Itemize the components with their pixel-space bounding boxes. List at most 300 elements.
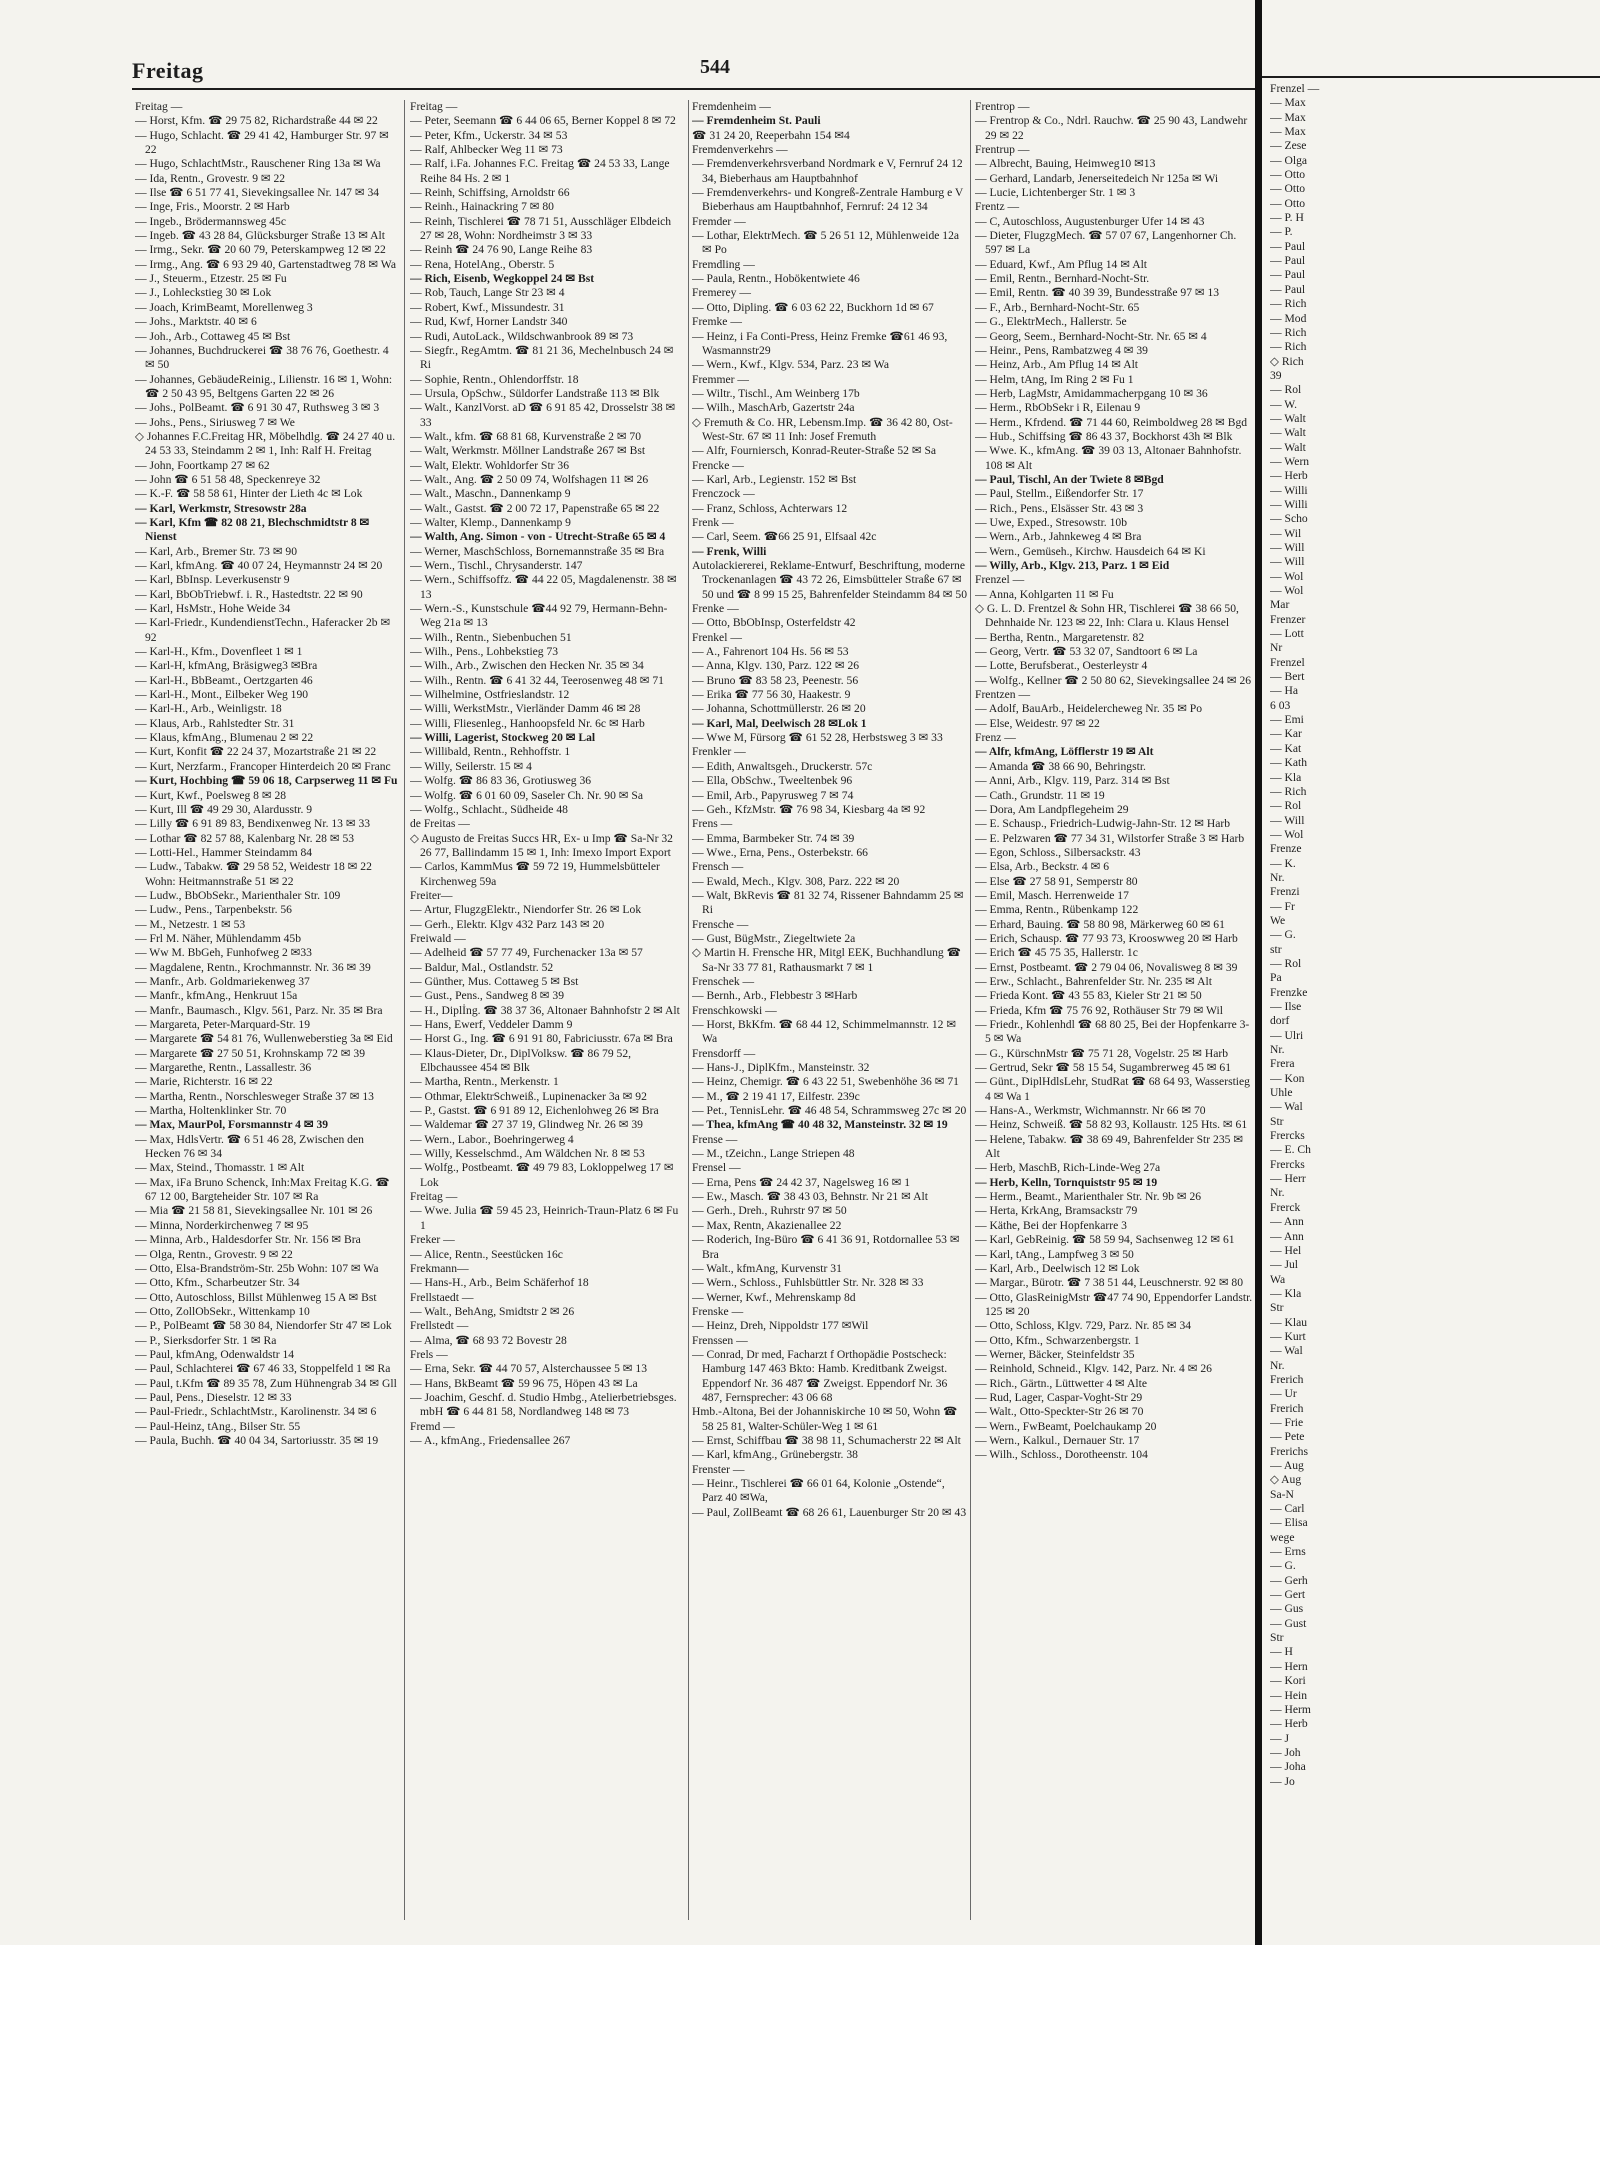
directory-entry: Fremdenverkehrs — [692, 143, 788, 157]
directory-entry: — Klaus, kfmAng., Blumenau 2 ✉ 22 [135, 731, 314, 745]
directory-entry: Frerck [1270, 1200, 1301, 1214]
directory-entry: — Otto [1270, 168, 1306, 182]
directory-entry: — Frieda, Kfm ☎ 75 76 92, Rothäuser Str 79 ✉ Wil [975, 1003, 1223, 1017]
directory-entry: — H., Diplİng. ☎ 38 37 36, Altonaer Bahnhofstr 2 ✉ Alt [410, 1003, 680, 1017]
directory-entry: — Karl, Arb., Legienstr. 152 ✉ Bst [692, 472, 857, 486]
directory-entry: — Martha, Rentn., Norschlesweger Straße 37 ✉ 13 [135, 1089, 374, 1103]
directory-entry: — Manfr., Arb. Goldmariekenweg 37 [135, 974, 310, 988]
directory-entry: — Wwe., Erna, Pens., Osterbekstr. 66 [692, 845, 868, 859]
directory-entry: — Walt., BehAng, Smidtstr 2 ✉ 26 [410, 1304, 575, 1318]
directory-entry: — Rich., Pens., Elsässer Str. 43 ✉ 3 [975, 501, 1144, 515]
directory-entry: — Manfr., kfmAng., Henkruut 15a [135, 989, 298, 1003]
directory-entry: — Max, Rentn, Akazienallee 22 [692, 1218, 842, 1232]
directory-entry: — Margarethe, Rentn., Lassallestr. 36 [135, 1061, 312, 1075]
directory-entry: — Georg, Seem., Bernhard-Nocht-Str. Nr. 65 ✉ 4 [975, 329, 1207, 343]
directory-entry: — H [1270, 1645, 1293, 1659]
directory-entry: — Irmg., Ang. ☎ 6 93 29 40, Gartenstadtweg 78 ✉ Wa [135, 257, 396, 271]
directory-entry: — Franz, Schloss, Achterwars 12 [692, 501, 848, 515]
directory-entry: — Wern., Schloss., Fuhlsbüttler Str. Nr. 328 ✉ 33 [692, 1276, 924, 1290]
directory-entry: — Joh [1270, 1745, 1301, 1759]
directory-entry: — Othmar, ElektrSchweiß., Lupinenacker 3a ✉ 92 [410, 1089, 647, 1103]
directory-entry: — Otto, Schloss, Klgv. 729, Parz. Nr. 85 ✉ 34 [975, 1319, 1192, 1333]
directory-entry: — Magdalene, Rentn., Krochmannstr. Nr. 36 ✉ 39 [135, 960, 371, 974]
directory-entry: — Wal [1270, 1344, 1303, 1358]
directory-entry: — Fremdenheim St. Pauli [692, 114, 821, 128]
directory-entry: — Hein [1270, 1688, 1308, 1702]
directory-entry: — Margarete ☎ 54 81 76, Wullenweberstieg 3a ✉ Eid [135, 1032, 393, 1046]
directory-entry: ◇ Aug [1270, 1473, 1302, 1487]
directory-entry: — Sophie, Rentn., Ohlendorffstr. 18 [410, 372, 579, 386]
directory-entry: wege [1270, 1530, 1295, 1544]
directory-entry: — Karl-H., Mont., Eilbeker Weg 190 [135, 688, 309, 702]
directory-entry: — Karl, Arb., Bremer Str. 73 ✉ 90 [135, 544, 298, 558]
directory-entry: — Paul, Tischl, An der Twiete 8 ✉Bgd [975, 472, 1164, 486]
directory-entry: — Paul [1270, 282, 1306, 296]
directory-entry: — Will [1270, 541, 1305, 554]
directory-entry: — Ella, ObSchw., Tweeltenbek 96 [692, 774, 853, 788]
directory-entry: — Walt., Gastst. ☎ 2 00 72 17, Papenstraße 65 ✉ 22 [410, 501, 660, 515]
directory-entry: — Wwe M, Fürsorg ☎ 61 52 28, Herbstsweg 3 ✉ 33 [692, 731, 943, 745]
directory-entry: — Wolfg. ☎ 86 83 36, Grotiusweg 36 [410, 774, 592, 788]
directory-entry: — Otto, ZollObSekr., Wittenkamp 10 [135, 1304, 310, 1318]
directory-entry: Freitag — [135, 100, 183, 113]
directory-entry: — Walt, Werkmstr. Möllner Landstraße 267 ✉ Bst [410, 444, 646, 458]
directory-entry: — Erna, Sekr. ☎ 44 70 57, Alsterchaussee 5 ✉ 13 [410, 1362, 647, 1376]
directory-entry: — Waldemar ☎ 27 37 19, Glindweg Nr. 26 ✉ 39 [410, 1118, 643, 1132]
directory-entry: — Reinhold, Schneid., Klgv. 142, Parz. Nr. 4 ✉ 26 [975, 1362, 1212, 1376]
directory-entry: — Heinz, Dreh, Nippoldstr 177 ✉Wil [692, 1319, 869, 1333]
directory-entry: — Max [1270, 110, 1306, 124]
directory-entry: — Wilh., Rentn., Siebenbuchen 51 [410, 630, 572, 644]
directory-entry: — Bernh., Arb., Flebbestr 3 ✉Harb [692, 989, 858, 1003]
directory-entry: — Martha, Holtenklinker Str. 70 [135, 1104, 287, 1118]
directory-entry: — Wol [1270, 827, 1304, 841]
directory-entry: — Kath [1270, 756, 1308, 770]
column-4 [975, 100, 1253, 1930]
directory-entry: — Johs., PolBeamt. ☎ 6 91 30 47, Ruthsweg 3 ✉ 3 [135, 401, 380, 415]
directory-entry: — W. [1270, 397, 1298, 411]
directory-entry: — Emma, Barmbeker Str. 74 ✉ 39 [692, 831, 855, 845]
directory-entry: — Bruno ☎ 83 58 23, Peenestr. 56 [692, 673, 859, 687]
directory-entry: — Reinh, Schiffsing, Arnoldstr 66 [410, 186, 570, 200]
directory-entry: — Kurt, Kwf., Poelsweg 8 ✉ 28 [135, 788, 287, 802]
directory-entry: — Kurt, Hochbing ☎ 59 06 18, Carpserweg 11 ✉ Fu [135, 774, 398, 788]
directory-entry: — Gert [1270, 1588, 1306, 1602]
directory-entry: — Willi, WerkstMstr., Vierländer Damm 46 ✉ 28 [410, 702, 641, 716]
directory-entry: Frellstaedt — [410, 1290, 474, 1304]
directory-entry: — Heinz, Arb., Am Pflug 14 ✉ Alt [975, 358, 1139, 372]
directory-entry: — Erich ☎ 45 75 35, Hallerstr. 1c [975, 946, 1138, 960]
directory-entry: Freiter— [410, 888, 453, 902]
directory-entry: — Johs., Marktstr. 40 ✉ 6 [135, 315, 257, 329]
directory-entry: — Wern [1270, 454, 1310, 468]
directory-entry: Hmb.-Altona, Bei der Johanniskirche 10 ✉ 50, Wohn ☎ 58 25 81, Walter-Schüler-Weg 1 ✉ 61 [692, 1405, 958, 1433]
directory-entry: — Karl, tAng., Lampfweg 3 ✉ 50 [975, 1247, 1134, 1261]
directory-entry: — Ann [1270, 1229, 1304, 1243]
directory-entry: — Klaus-Dieter, Dr., DiplVolksw. ☎ 86 79 52, Elbchaussee 454 ✉ Blk [410, 1046, 632, 1075]
directory-entry: Frenzel — [1270, 82, 1320, 95]
directory-entry: — Frl M. Näher, Mühlendamm 45b [135, 931, 302, 945]
directory-entry: — Anni, Arb., Klgv. 119, Parz. 314 ✉ Bst [975, 774, 1170, 788]
directory-entry: — Gust [1270, 1616, 1307, 1630]
directory-entry: — Ew., Masch. ☎ 38 43 03, Behnstr. Nr 21 ✉ Alt [692, 1190, 928, 1204]
directory-entry: — Joach, KrimBeamt, Morellenweg 3 [135, 300, 313, 314]
directory-entry: — Paula, Rentn., Hobökentwiete 46 [692, 272, 860, 286]
directory-entry: Frenze [1270, 842, 1302, 856]
directory-entry: Frentrup — [975, 143, 1030, 157]
directory-entry: — G., ElektrMech., Hallerstr. 5e [975, 315, 1127, 329]
header-rule [132, 88, 1255, 90]
directory-entry: — Inge, Fris., Moorstr. 2 ✉ Harb [135, 200, 290, 214]
directory-entry: — Otto, Kfm., Schwarzenbergstr. 1 [975, 1333, 1140, 1347]
directory-entry: — Elsa, Arb., Beckstr. 4 ✉ 6 [975, 860, 1110, 874]
directory-entry: — Anna, Kohlgarten 11 ✉ Fu [975, 587, 1114, 601]
directory-entry: — Wolfg., Kellner ☎ 2 50 80 62, Sievekingsallee 24 ✉ 26 [975, 673, 1252, 687]
directory-entry: — Ann [1270, 1215, 1304, 1229]
directory-entry: — Ingeb. ☎ 43 28 84, Glücksburger Straße 13 ✉ Alt [135, 229, 385, 243]
directory-entry: — Wol [1270, 584, 1304, 598]
directory-entry: Frensch — [692, 860, 744, 874]
directory-entry: — Ilse [1270, 1000, 1302, 1013]
directory-entry: Frenzke [1270, 985, 1308, 999]
directory-entry: — Siegfr., RegAmtm. ☎ 81 21 36, Mechelnbusch 24 ✉ Ri [410, 343, 674, 372]
directory-entry: — Lotte, Berufsberat., Oesterleystr 4 [975, 659, 1148, 673]
directory-entry: — Cath., Grundstr. 11 ✉ 19 [975, 788, 1105, 802]
directory-entry: — Roderich, Ing-Büro ☎ 6 41 36 91, Rotdornallee 53 ✉ Bra [692, 1233, 960, 1261]
directory-entry: — A., Fahrenort 104 Hs. 56 ✉ 53 [692, 645, 849, 659]
directory-entry: Nr. [1270, 1043, 1285, 1057]
directory-entry: — Paul, Stellm., Eißendorfer Str. 17 [975, 487, 1144, 501]
directory-entry: — A., kfmAng., Friedensallee 267 [410, 1433, 571, 1447]
directory-entry: — Wilh., MaschArb, Gazertstr 24a [692, 401, 855, 415]
directory-entry: — Mia ☎ 21 58 81, Sievekingsallee Nr. 101 ✉ 26 [135, 1204, 373, 1218]
directory-entry: — Otto [1270, 182, 1306, 196]
directory-entry: dorf [1270, 1014, 1290, 1028]
directory-entry: — Hub., Schiffsing ☎ 86 43 37, Bockhorst 43h ✉ Blk [975, 429, 1233, 443]
directory-entry: — Artur, FlugzgElektr., Niendorfer Str. 26 ✉ Lok [410, 903, 642, 917]
directory-entry: — Robert, Kwf., Missundestr. 31 [410, 300, 565, 314]
directory-entry: — Hel [1270, 1243, 1302, 1257]
directory-entry: — Heinz, Chemigr. ☎ 6 43 22 51, Swebenhöhe 36 ✉ 71 [692, 1075, 959, 1089]
directory-entry: — Herm [1270, 1702, 1311, 1716]
directory-entry: — Wil [1270, 526, 1302, 540]
directory-entry: — Max, HdlsVertr. ☎ 6 51 46 28, Zwischen den Hecken 76 ✉ 34 [135, 1132, 364, 1161]
directory-entry: — Kurt, Nerzfarm., Francoper Hinterdeich 20 ✉ Franc [135, 759, 391, 773]
directory-entry: — Rol [1270, 956, 1302, 970]
adjacent-column [1270, 82, 1590, 1912]
directory-entry: — Georg, Vertr. ☎ 53 32 07, Sandtoort 6 ✉ La [975, 645, 1198, 659]
directory-entry: — Paul [1270, 268, 1306, 282]
directory-entry: ◇ Fremuth & Co. HR, Lebensm.Imp. ☎ 36 42 80, Ost-West-Str. 67 ✉ 11 Inh: Josef Fremuth [692, 415, 953, 443]
directory-entry: — Mod [1270, 311, 1307, 325]
directory-entry: — Conrad, Dr med, Facharzt f Orthopädie Postscheck: Hamburg 147 463 Bkto: Hamb. Kreditbank Zweigst. Eppendorf Nr. 36 487 ☎ Zweigst. Eppendorf Nr. 36 487, Fernsprecher: 43 06 68 [692, 1347, 948, 1404]
column-3 [692, 100, 967, 1930]
directory-entry: — Rich., Gärtn., Lüttwetter 4 ✉ Alte [975, 1376, 1147, 1390]
directory-entry: — Dieter, FlugzgMech. ☎ 57 07 67, Langenhorner Ch. 597 ✉ La [975, 229, 1237, 257]
directory-entry: — Ralf, Ahlbecker Weg 11 ✉ 73 [410, 143, 563, 157]
adjacent-header-rule [1262, 76, 1600, 78]
directory-entry: — Adolf, BauArb., Heidelercheweg Nr. 35 ✉ Po [975, 702, 1203, 716]
directory-entry: — Johannes, Buchdruckerei ☎ 38 76 76, Goethestr. 4 ✉ 50 [135, 343, 389, 372]
directory-entry: — Karl, BbInsp. Leverkusenstr 9 [135, 573, 290, 587]
directory-entry: Frellstedt — [410, 1319, 469, 1333]
directory-entry: — Herb, MaschB, Rich-Linde-Weg 27a [975, 1161, 1161, 1175]
directory-entry: — Herb, LagMstr, Amidammacherpgang 10 ✉ 36 [975, 386, 1208, 400]
directory-entry: — Lott [1270, 627, 1304, 641]
directory-entry: Nr. [1270, 1186, 1285, 1200]
directory-entry: — Pet., TennisLehr. ☎ 46 48 54, Schrammsweg 27c ✉ 20 [692, 1104, 967, 1118]
directory-entry: — Uwe, Exped., Stresowstr. 10b [975, 515, 1127, 529]
directory-entry: — Wolfg., Schlacht., Südheide 48 [410, 802, 568, 816]
directory-entry: — Wern., Gemüseh., Kirchw. Hausdeich 64 ✉ Ki [975, 544, 1206, 558]
directory-entry: — Ha [1270, 684, 1299, 698]
directory-entry: — M., tZeichn., Lange Striepen 48 [692, 1147, 855, 1161]
directory-entry: — F., Arb., Bernhard-Nocht-Str. 65 [975, 300, 1140, 314]
directory-entry: — Minna, Arb., Haldesdorfer Str. Nr. 156 ✉ Bra [135, 1233, 361, 1247]
directory-entry: — Wern., Schiffsoffz. ☎ 44 22 05, Magdalenenstr. 38 ✉ 13 [410, 573, 677, 601]
directory-entry: — G. [1270, 1559, 1296, 1573]
directory-entry: — Kori [1270, 1674, 1306, 1688]
directory-entry: — M., ☎ 2 19 41 17, Eilfestr. 239c [692, 1089, 860, 1103]
directory-entry: Frerich [1270, 1372, 1304, 1386]
directory-entry: — Wal [1270, 1100, 1303, 1114]
directory-entry: — Gus [1270, 1602, 1304, 1616]
directory-entry: — Klau [1270, 1315, 1308, 1329]
directory-entry: — Karl, kfmAng., Grünebergstr. 38 [692, 1448, 858, 1462]
directory-entry: — Carlos, KammMus ☎ 59 72 19, Hummelsbütteler Kirchenweg 59a [410, 860, 660, 888]
column-divider [404, 100, 405, 1920]
directory-entry: Freitag — [410, 1190, 458, 1204]
directory-entry: — P. [1270, 225, 1293, 239]
directory-entry: — Frieda Kont. ☎ 43 55 83, Kieler Str 21 ✉ 50 [975, 989, 1202, 1003]
directory-entry: — Otto, BbObInsp, Osterfeldstr 42 [692, 616, 856, 630]
directory-entry: — Rob, Tauch, Lange Str 23 ✉ 4 [410, 286, 565, 300]
directory-entry: — Günt., DiplHdlsLehr, StudRat ☎ 68 64 93, Wasserstieg 4 ✉ Wa 1 [975, 1075, 1250, 1103]
directory-entry: — Peter, Kfm., Uckerstr. 34 ✉ 53 [410, 128, 568, 142]
directory-entry: — Walth, Ang. Simon - von - Utrecht-Straße 65 ✉ 4 [410, 530, 666, 544]
directory-entry: — Paul [1270, 239, 1306, 253]
directory-entry: — P., Sierksdorfer Str. 1 ✉ Ra [135, 1333, 277, 1347]
directory-entry: — Fr [1270, 899, 1295, 913]
directory-entry: — Eduard, Kwf., Am Pflug 14 ✉ Alt [975, 257, 1148, 271]
directory-entry: — Karl-H., Kfm., Dovenfleet 1 ✉ 1 [135, 645, 303, 659]
directory-entry: — Marie, Richterstr. 16 ✉ 22 [135, 1075, 273, 1089]
directory-entry: — Wern., Kwf., Klgv. 534, Parz. 23 ✉ Wa [692, 358, 889, 372]
directory-entry: — Otto, Kfm., Scharbeutzer Str. 34 [135, 1276, 300, 1290]
directory-entry: — Paul, Pens., Dieselstr. 12 ✉ 33 [135, 1390, 292, 1404]
directory-entry: — Rud, Kwf, Horner Landstr 340 [410, 315, 568, 329]
directory-entry: Frenke — [692, 602, 739, 616]
directory-entry: — Martha, Rentn., Merkenstr. 1 [410, 1075, 559, 1089]
directory-entry: Frensdorff — [692, 1046, 756, 1060]
directory-entry: 6 03 [1270, 698, 1291, 712]
directory-entry: — Erich, Schausp. ☎ 77 93 73, Krooswweg 20 ✉ Harb [975, 931, 1238, 945]
directory-entry: — Wern., Arb., Jahnkeweg 4 ✉ Bra [975, 530, 1142, 544]
directory-entry: — Wern.-S., Kunstschule ☎44 92 79, Hermann-Behn-Weg 21a ✉ 13 [410, 602, 668, 630]
directory-entry: — Rich [1270, 340, 1307, 354]
directory-entry: str [1270, 942, 1282, 956]
directory-entry: — C, Autoschloss, Augustenburger Ufer 14 ✉ 43 [975, 214, 1205, 228]
directory-entry: — Rich [1270, 297, 1307, 311]
directory-entry: Pa [1270, 971, 1282, 985]
directory-entry: — Wolfg., Postbeamt. ☎ 49 79 83, Lokloppelweg 17 ✉ Lok [410, 1161, 674, 1189]
directory-entry: Fremd — [410, 1419, 455, 1433]
directory-entry: — M., Netzestr. 1 ✉ 53 [135, 917, 246, 931]
directory-entry: — Rich, Eisenb, Wegkoppel 24 ✉ Bst [410, 272, 595, 286]
directory-entry: — Hugo, Schlacht. ☎ 29 41 42, Hamburger Str. 97 ✉ 22 [135, 128, 389, 157]
directory-entry: — Rudi, AutoLack., Wildschwanbrook 89 ✉ 73 [410, 329, 634, 343]
directory-entry: — Elisa [1270, 1516, 1308, 1530]
directory-entry: — Reinh ☎ 24 76 90, Lange Reihe 83 [410, 243, 593, 257]
directory-entry: — Emil, Rentn. ☎ 40 39 39, Bundesstraße 97 ✉ 13 [975, 286, 1220, 300]
directory-entry: Mar [1270, 598, 1290, 612]
directory-entry: Frencke — [692, 458, 744, 472]
directory-entry: — Ewald, Mech., Klgv. 308, Parz. 222 ✉ 20 [692, 874, 900, 888]
directory-entry: — Kla [1270, 1286, 1302, 1300]
directory-entry: — Werner, Kwf., Mehrenskamp 8d [692, 1290, 856, 1304]
directory-entry: Autolackiererei, Reklame-Entwurf, Beschriftung, moderne Trockenanlagen ☎ 43 72 26, Eimsbütteler Straße 67 ✉ 50 und ☎ 8 99 15 25, Bahrenfelder Steindamm 84 ✉ 50 [692, 559, 967, 601]
directory-entry: — E. Ch [1270, 1143, 1311, 1157]
directory-entry: — Heinz, i Fa Conti-Press, Heinz Fremke ☎61 46 93, Wasmannstr29 [692, 329, 948, 357]
directory-entry: — Jo [1270, 1774, 1295, 1788]
directory-entry: — Kar [1270, 727, 1302, 741]
directory-entry: — K.-F. ☎ 58 58 61, Hinter der Lieth 4c ✉ Lok [135, 487, 363, 501]
directory-entry: — Otto, Dipling. ☎ 6 03 62 22, Buckhorn 1d ✉ 67 [692, 300, 934, 314]
directory-entry: — Karl, BbObTriebwf. i. R., Hastedtstr. 22 ✉ 90 [135, 587, 363, 601]
directory-entry: — Paula, Buchh. ☎ 40 04 34, Sartoriusstr. 35 ✉ 19 [135, 1433, 379, 1447]
directory-entry: — Karl, Mal, Deelwisch 28 ✉Lok 1 [692, 716, 867, 730]
directory-entry: — Wol [1270, 569, 1304, 583]
directory-entry: Nr. [1270, 1358, 1285, 1372]
column-divider [970, 100, 971, 1920]
directory-entry: Frentz — [975, 200, 1020, 214]
directory-entry: — Karl, Arb., Deelwisch 12 ✉ Lok [975, 1261, 1140, 1275]
directory-entry: de Freitas — [410, 817, 470, 831]
directory-entry: Frenzel [1270, 655, 1305, 669]
column-divider [688, 100, 689, 1920]
directory-entry: Nr [1270, 641, 1283, 655]
directory-entry: — G., KürschnMstr ☎ 75 71 28, Vogelstr. 25 ✉ Harb [975, 1046, 1229, 1060]
directory-entry: — Joachim, Geschf. d. Studio Hmbg., Atelierbetriebsges. mbH ☎ 6 44 81 58, Nordlandweg 148 ✉ 73 [410, 1390, 677, 1419]
directory-entry: — Rich [1270, 325, 1307, 339]
directory-entry: — Helene, Tabakw. ☎ 38 69 49, Bahrenfelder Str 235 ✉ Alt [975, 1132, 1244, 1161]
directory-entry: — Ralf, i.Fa. Johannes F.C. Freitag ☎ 24 53 33, Lange Reihe 84 Hs. 2 ✉ 1 [410, 157, 670, 185]
directory-entry: — Günther, Mus. Cottaweg 5 ✉ Bst [410, 974, 579, 988]
directory-entry: — Olga, Rentn., Grovestr. 9 ✉ 22 [135, 1247, 293, 1261]
directory-entry: — Willi, Lagerist, Stockweg 20 ✉ Lal [410, 731, 596, 745]
directory-entry: — Johannes, GebäudeReinig., Lilienstr. 16 ✉ 1, Wohn: ☎ 2 50 43 95, Beltgens Garten 22 ✉ 26 [135, 372, 393, 400]
directory-entry: — Kat [1270, 741, 1302, 755]
directory-entry: Frentrop — [975, 100, 1030, 113]
directory-entry: — Walt., kfm. ☎ 68 81 68, Kurvenstraße 2 ✉ 70 [410, 429, 642, 443]
directory-entry: — Manfr., Baumasch., Klgv. 561, Parz. Nr. 35 ✉ Bra [135, 1003, 383, 1017]
directory-entry: — Will [1270, 813, 1305, 827]
directory-entry: Fremmer — [692, 372, 749, 386]
directory-entry: — Rena, HotelAng., Oberstr. 5 [410, 257, 555, 271]
directory-entry: — Ernst, Schiffbau ☎ 38 98 11, Schumacherstr 22 ✉ Alt [692, 1433, 961, 1447]
directory-entry: — Wwe. K., kfmAng. ☎ 39 03 13, Altonaer Bahnhofstr. 108 ✉ Alt [975, 444, 1242, 472]
directory-entry: — Fremdenverkehrsverband Nordmark e V, Fernruf 24 12 34, Bieberhaus am Hauptbahnhof [692, 157, 963, 185]
directory-entry: — Ww M. BbGeh, Funhofweg 2 ✉33 [135, 946, 312, 960]
directory-entry: — Hans-H., Arb., Beim Schäferhof 18 [410, 1276, 589, 1290]
directory-entry: — Hern [1270, 1659, 1308, 1673]
directory-entry: — Max [1270, 125, 1306, 139]
directory-entry: Frenzi [1270, 885, 1300, 899]
directory-entry: Frense — [692, 1132, 738, 1146]
directory-entry: — Rud, Lager, Caspar-Voght-Str 29 [975, 1390, 1143, 1404]
directory-entry: — Erna, Pens ☎ 24 42 37, Nagelsweg 16 ✉ 1 [692, 1175, 910, 1189]
directory-entry: — Karl-Friedr., KundendienstTechn., Haferacker 2b ✉ 92 [135, 616, 391, 644]
directory-entry: Frenssen — [692, 1333, 748, 1347]
directory-entry: — Willi, Fliesenleg., Hanhoopsfeld Nr. 6c ✉ Harb [410, 716, 645, 730]
directory-entry: — Kurt [1270, 1329, 1306, 1343]
directory-entry: — Emil, Arb., Papyrusweg 7 ✉ 74 [692, 788, 854, 802]
directory-entry: — G. [1270, 928, 1296, 942]
directory-entry: — Wilh., Rentn. ☎ 6 41 32 44, Teerosenweg 48 ✉ 71 [410, 673, 664, 687]
directory-entry: — Karl, HsMstr., Hohe Weide 34 [135, 602, 291, 616]
directory-entry: Wa [1270, 1272, 1286, 1286]
directory-entry: — Otto, GlasReinigMstr ☎47 74 90, Eppendorfer Landstr. 125 ✉ 20 [975, 1290, 1253, 1318]
directory-entry: Frercks [1270, 1129, 1305, 1143]
directory-entry: Frenkler — [692, 745, 746, 759]
directory-entry: — Paul [1270, 254, 1306, 268]
page-header [0, 50, 1255, 94]
directory-entry: — Horst, BkKfm. ☎ 68 44 12, Schimmelmannstr. 12 ✉ Wa [692, 1018, 957, 1046]
directory-entry: Frenzel — [975, 573, 1025, 587]
directory-entry: — Emil, Masch. Herrenweide 17 [975, 888, 1129, 902]
directory-entry: — Karl-H., Arb., Weinligstr. 18 [135, 702, 282, 716]
directory-entry: — Geh., KfzMstr. ☎ 76 98 34, Kiesbarg 4a ✉ 92 [692, 802, 926, 816]
directory-entry: — Lotti-Hel., Hammer Steindamm 84 [135, 845, 313, 859]
directory-entry: — Alfr, Fourniersch, Konrad-Reuter-Straße 52 ✉ Sa [692, 444, 937, 458]
directory-entry: — Walt, Elektr. Wohldorfer Str 36 [410, 458, 570, 472]
directory-entry: — Ingeb., Brödermannsweg 45c [135, 214, 287, 228]
directory-entry: — Dora, Am Landpflegeheim 29 [975, 802, 1129, 816]
directory-entry: — Frentrop & Co., Ndrl. Rauchw. ☎ 25 90 43, Landwehr 29 ✉ 22 [975, 114, 1248, 142]
directory-entry: — Wolfg. ☎ 6 01 60 09, Saseler Ch. Nr. 90 ✉ Sa [410, 788, 643, 802]
directory-entry: — E. Schausp., Friedrich-Ludwig-Jahn-Str. 12 ✉ Harb [975, 817, 1231, 831]
directory-entry: — Paul, t.Kfm ☎ 89 35 78, Zum Hühnengrab 34 ✉ Gll [135, 1376, 397, 1390]
directory-entry: ◇ Augusto de Freitas Succs HR, Ex- u Imp ☎ Sa-Nr 32 26 77, Ballindamm 15 ✉ 1, Inh: Imexo Import Export [410, 831, 673, 859]
directory-entry: — Heinz, Schweiß. ☎ 58 82 93, Kollaustr. 125 Hts. ✉ 61 [975, 1118, 1248, 1132]
directory-entry: — Willi [1270, 483, 1308, 497]
directory-entry: Frenkel — [692, 630, 742, 644]
directory-entry: — Margareta, Peter-Marquard-Str. 19 [135, 1018, 311, 1031]
directory-entry: Nr. [1270, 870, 1285, 884]
directory-entry: — Kla [1270, 770, 1302, 784]
directory-entry: — P. H [1270, 211, 1304, 225]
directory-entry: — Carl [1270, 1502, 1305, 1516]
directory-entry: — P., PolBeamt ☎ 58 30 84, Niendorfer Str 47 ✉ Lok [135, 1319, 392, 1333]
directory-entry: — Hans-J., DiplKfm., Mansteinstr. 32 [692, 1061, 870, 1075]
directory-entry: Frekmann— [410, 1261, 469, 1275]
directory-entry: Freiwald — [410, 931, 466, 945]
directory-entry: — Walt [1270, 426, 1306, 440]
directory-entry: — E. Pelzwaren ☎ 77 34 31, Wilstorfer Straße 3 ✉ Harb [975, 831, 1245, 845]
directory-entry: — Paul, ZollBeamt ☎ 68 26 61, Lauenburger Str 20 ✉ 43 [692, 1505, 967, 1519]
directory-entry: 39 [1270, 368, 1282, 382]
directory-entry: — Lothar ☎ 82 57 88, Kalenbarg Nr. 28 ✉ 53 [135, 831, 355, 845]
directory-entry: — Hans-A., Werkmstr, Wichmannstr. Nr 66 ✉ 70 [975, 1104, 1206, 1118]
directory-entry: — Walt [1270, 440, 1306, 454]
directory-entry: — Fremdenverkehrs- und Kongreß-Zentrale Hamburg e V Bieberhaus am Hauptbahnhof, Fernruf: 24 12 34 [692, 186, 964, 214]
directory-entry: — Walter, Klemp., Dannenkamp 9 [410, 515, 571, 529]
directory-entry: ◇ Johannes F.C.Freitag HR, Möbelhdlg. ☎ 24 27 40 u. 24 53 33, Steindamm 2 ✉ 1, Inh: Ralf H. Freitag [135, 429, 396, 458]
directory-entry: — Herm., RbObSekr i R, Eilenau 9 [975, 401, 1141, 415]
directory-entry: — Gerh., Elektr. Klgv 432 Parz 143 ✉ 20 [410, 917, 605, 931]
directory-entry: — J., Lohleckstieg 30 ✉ Lok [135, 286, 272, 300]
directory-entry: — Karl, Kfm ☎ 82 08 21, Blechschmidtstr 8 ✉ Nienst [135, 515, 370, 544]
